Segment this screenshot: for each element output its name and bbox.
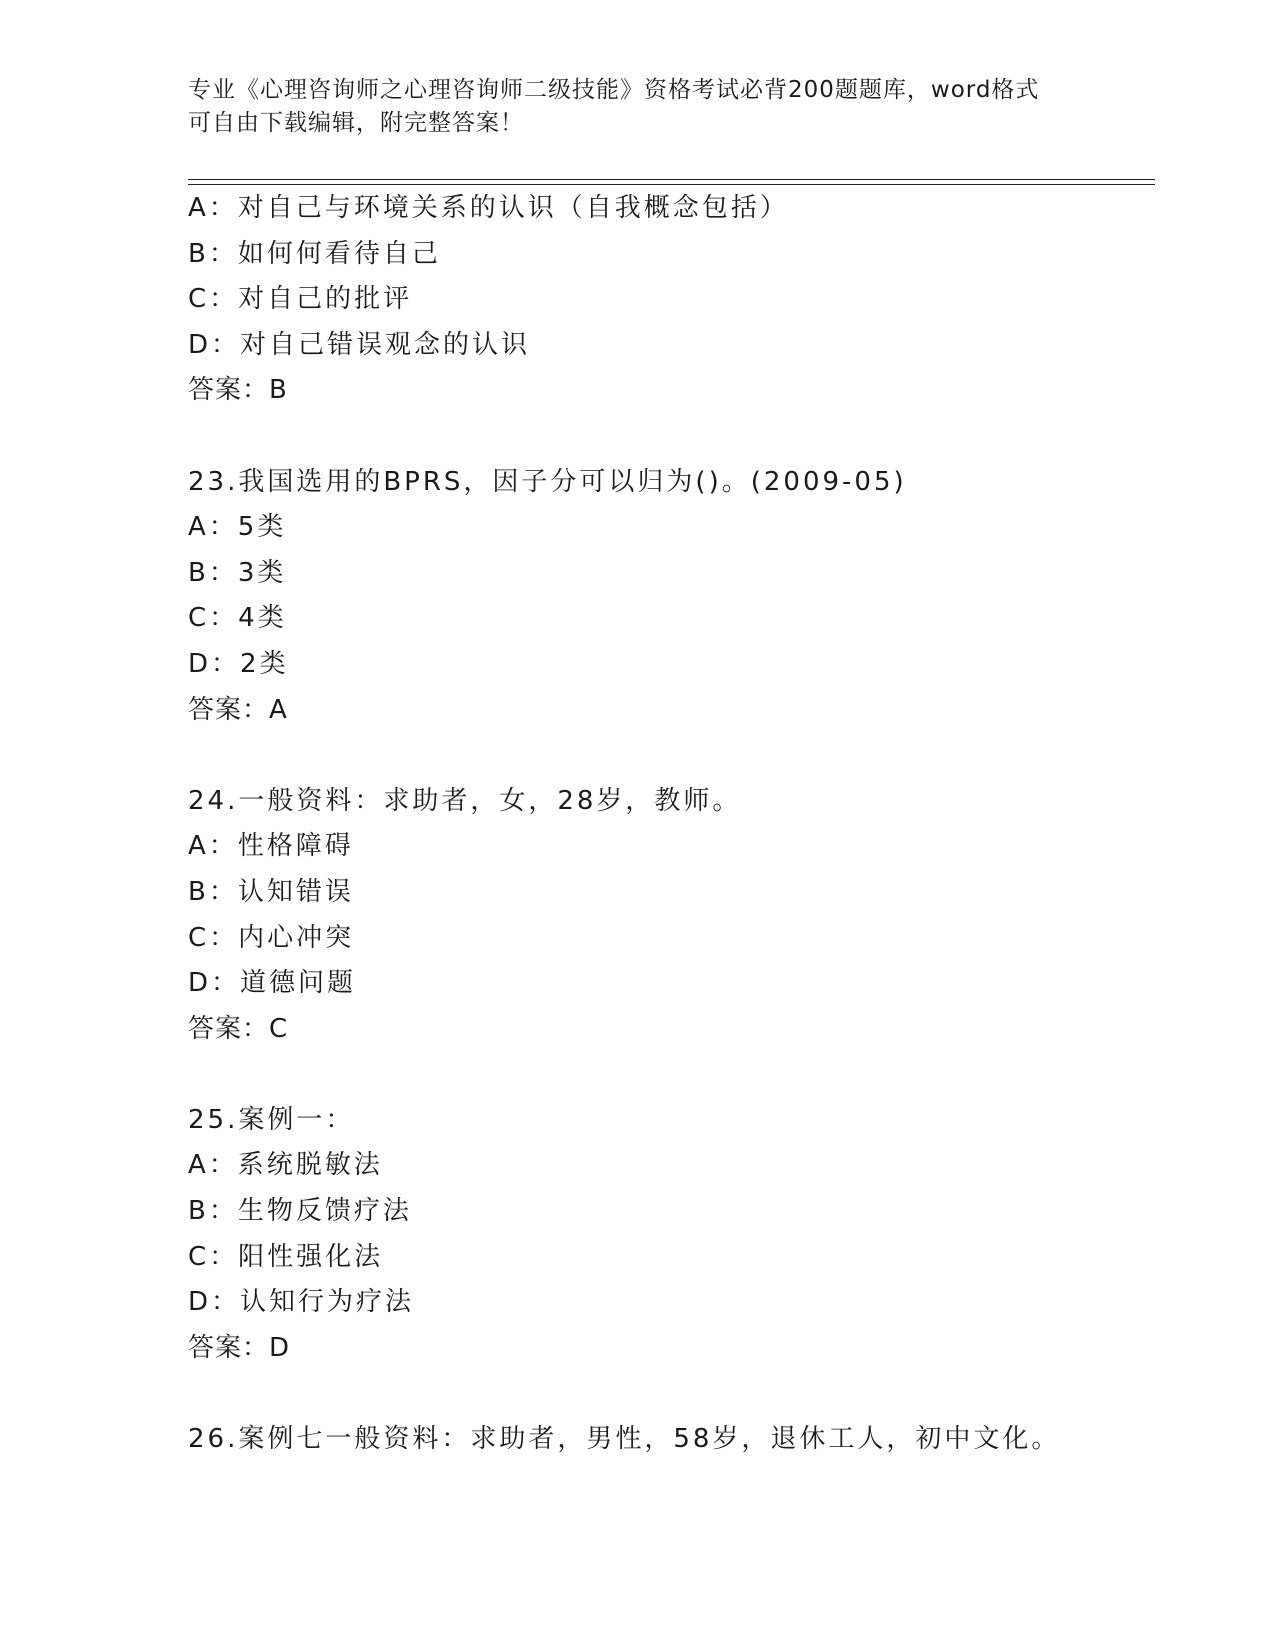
option-d: D：道德问题	[188, 968, 357, 999]
question-stem: 23.我国选用的BPRS，因子分可以归为()。(2009-05)	[188, 466, 907, 497]
option-c: C：对自己的批评	[188, 284, 413, 315]
header-line-1: 专业《心理咨询师之心理咨询师二级技能》资格考试必背200题题库，word格式	[188, 77, 1040, 103]
question-26	[188, 1417, 1148, 1463]
document-header	[188, 74, 1088, 140]
option-d: D：2类	[188, 648, 289, 679]
question-22-continued	[188, 186, 1148, 414]
option-c: C：阳性强化法	[188, 1241, 384, 1272]
option-b: B：认知错误	[188, 876, 354, 907]
question-stem: 25.案例一：	[188, 1104, 355, 1135]
header-rule-bottom	[188, 184, 1155, 185]
option-a: A：性格障碍	[188, 831, 354, 862]
question-24	[188, 779, 1148, 1053]
answer: 答案：C	[188, 1013, 289, 1044]
question-23	[188, 460, 1148, 734]
option-b: B：3类	[188, 557, 287, 588]
answer: 答案：B	[188, 375, 288, 406]
option-a: A：对自己与环境关系的认识（自我概念包括）	[188, 193, 789, 223]
option-b: B：生物反馈疗法	[188, 1196, 412, 1227]
option-c: C：内心冲突	[188, 922, 355, 953]
question-stem: 26.案例七一般资料：求助者，男性，58岁，退休工人，初中文化。	[188, 1424, 1061, 1455]
answer: 答案：A	[188, 694, 288, 725]
header-line-2: 可自由下载编辑，附完整答案！	[188, 110, 524, 136]
option-c: C：4类	[188, 603, 287, 634]
question-list	[188, 186, 1148, 1463]
option-d: D：认知行为疗法	[188, 1287, 415, 1318]
option-b: B：如何何看待自己	[188, 238, 441, 269]
option-d: D：对自己错误观念的认识	[188, 329, 531, 360]
answer: 答案：D	[188, 1332, 291, 1363]
header-rule-top	[188, 179, 1155, 180]
question-25	[188, 1098, 1148, 1372]
option-a: A：系统脱敏法	[188, 1150, 383, 1181]
option-a: A：5类	[188, 512, 287, 543]
question-stem: 24.一般资料：求助者，女，28岁，教师。	[188, 785, 742, 816]
